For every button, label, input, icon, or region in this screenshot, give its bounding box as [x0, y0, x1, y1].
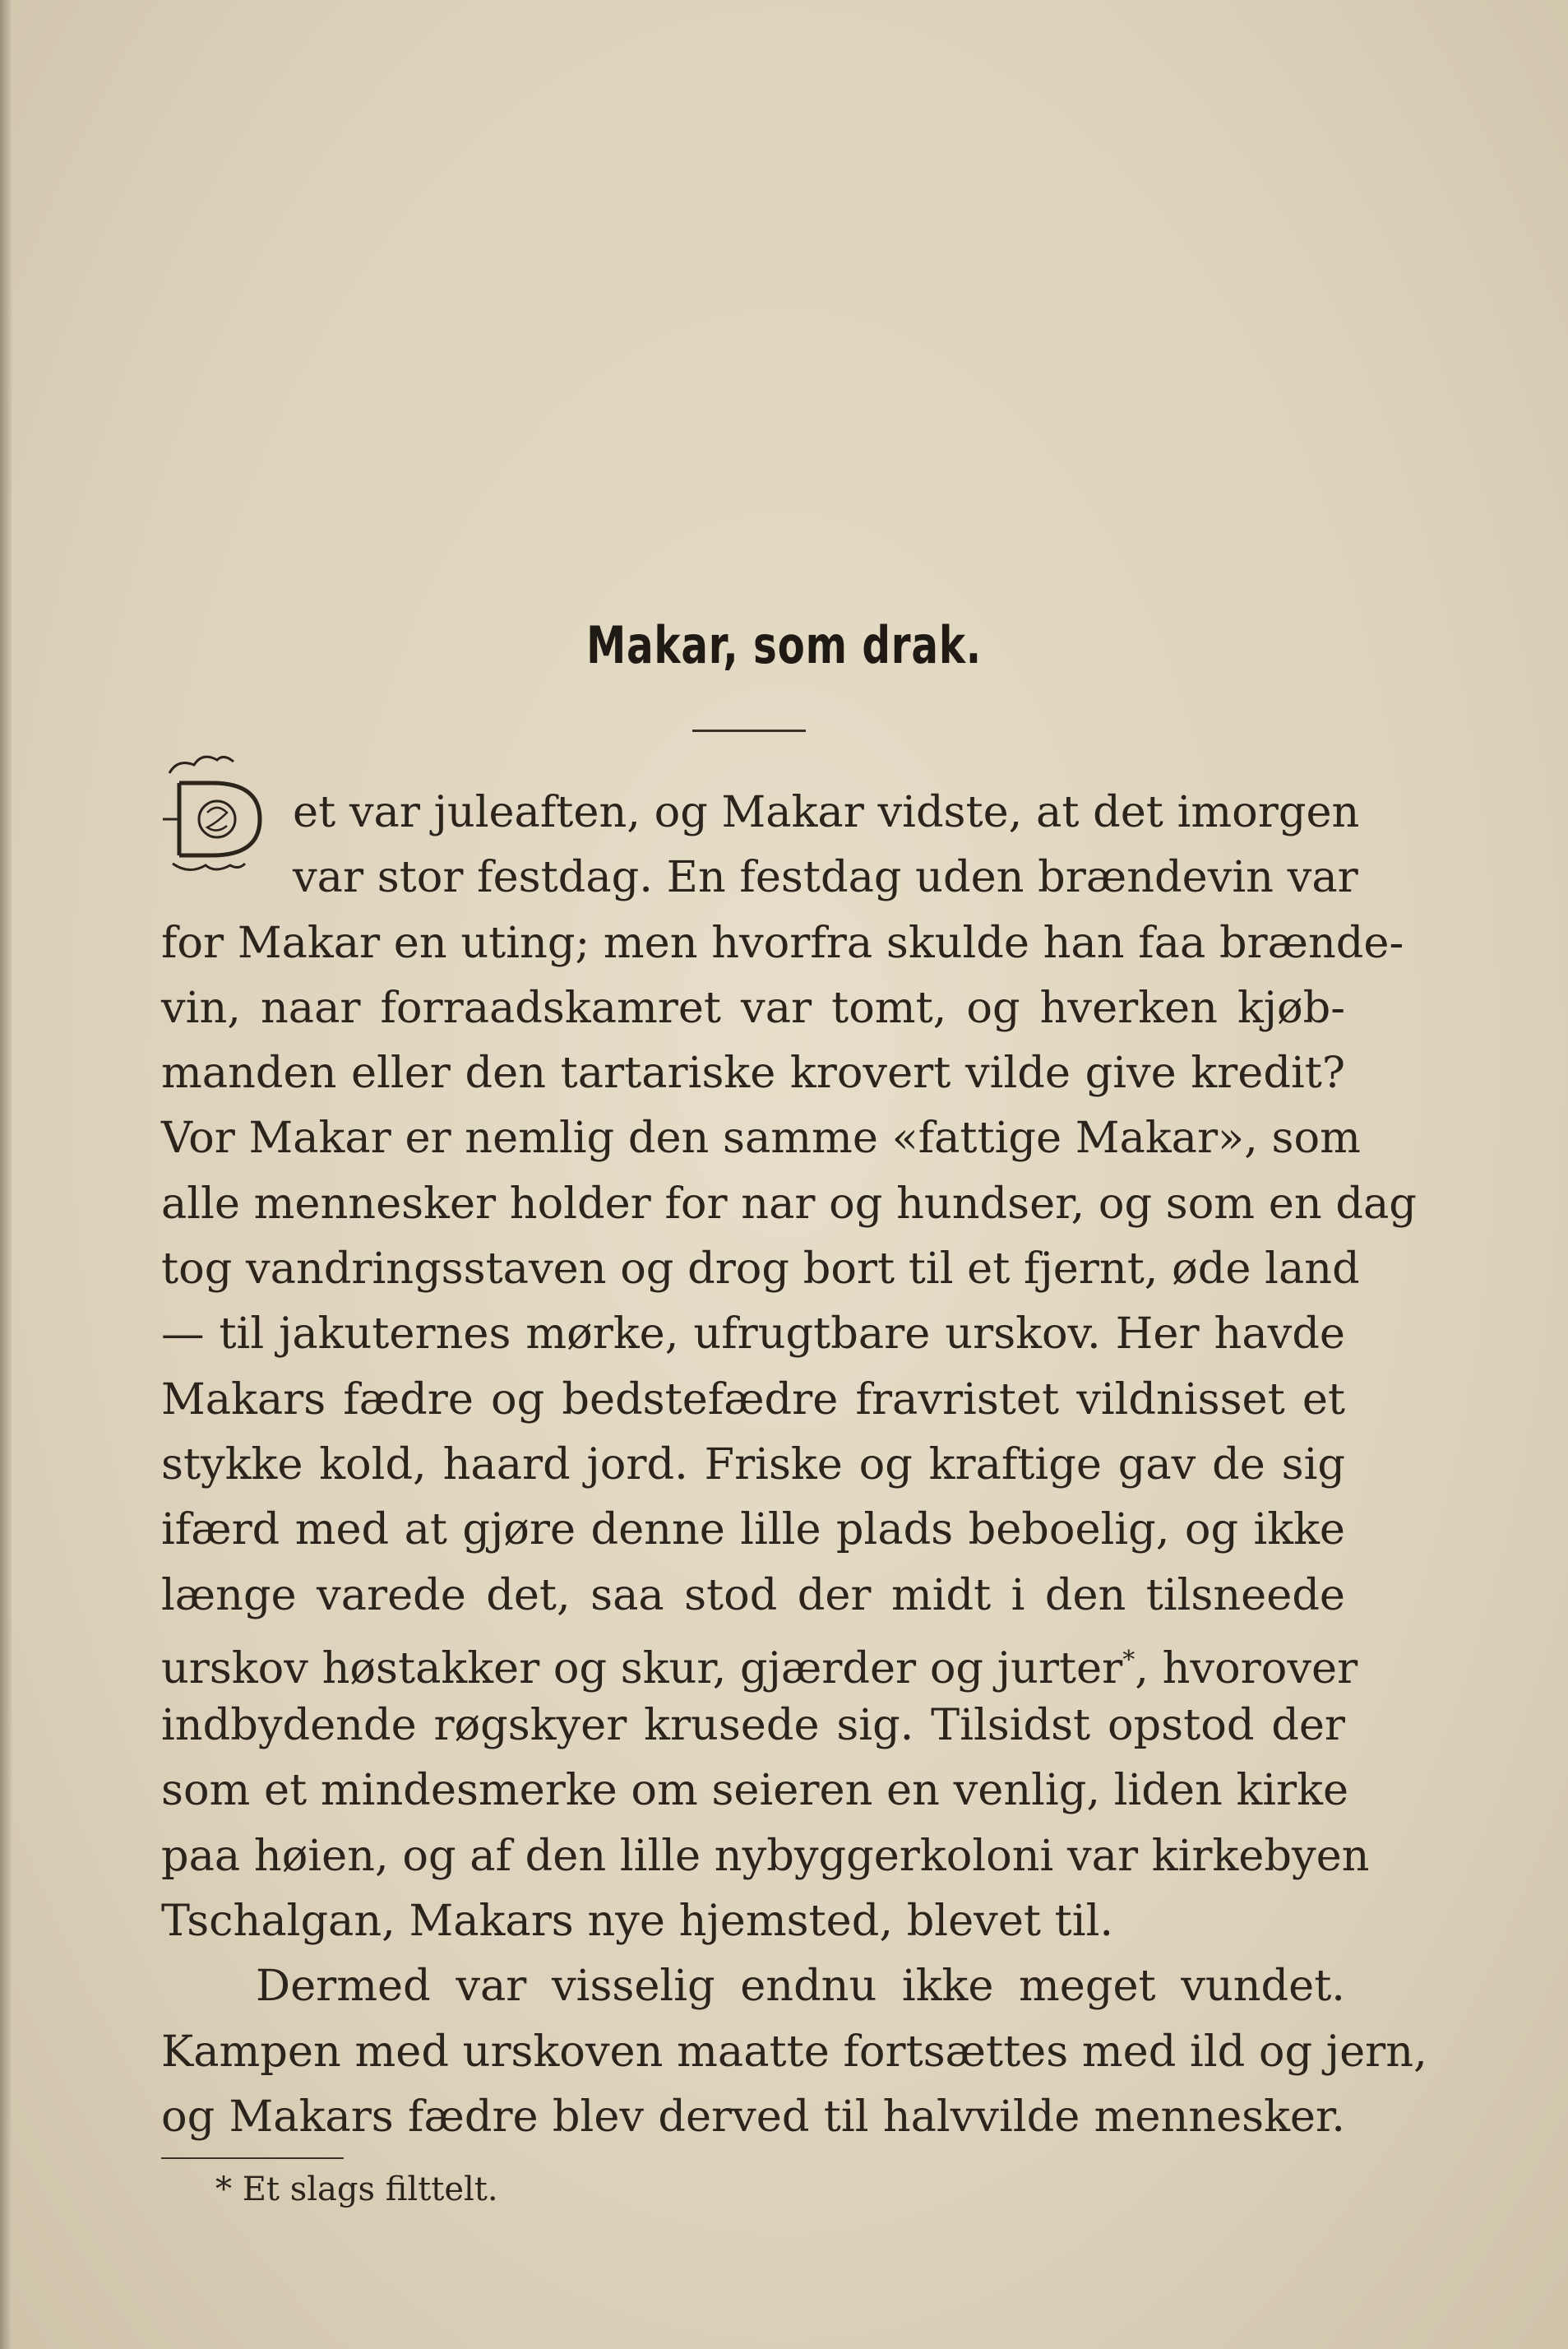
text-line: Kampen med urskoven maatte fortsættes med ild og jern,	[161, 2026, 1427, 2077]
text-line-start: urskov høstakker og skur, gjærder og jurter	[161, 1642, 1123, 1693]
text-line: tog vandringsstaven og drog bort til et fjernt, øde land	[161, 1244, 1360, 1295]
page-edge	[0, 0, 12, 2349]
chapter-title: Makar, som drak.	[586, 615, 982, 675]
footnote-reference: *	[1122, 1645, 1136, 1675]
text-line: stykke kold, haard jord. Friske og kraftige gav de sig	[161, 1439, 1345, 1490]
text-line: Makars fædre og bedstefædre fravristet vildnisset et	[161, 1374, 1345, 1425]
footnote-divider	[161, 2157, 344, 2159]
text-line: — til jakuternes mørke, ufrugtbare urskov. Her havde	[161, 1309, 1345, 1360]
text-line-with-footnote	[161, 1628, 1358, 1693]
footnote-marker: *	[215, 2171, 232, 2208]
text-line: Vor Makar er nemlig den samme «fattige Makar», som	[161, 1113, 1361, 1164]
text-line: som et mindesmerke om seieren en venlig, liden kirke	[161, 1765, 1349, 1816]
text-line: var stor festdag. En festdag uden brændevin var	[293, 852, 1358, 903]
text-line: og Makars fædre blev derved til halvvilde mennesker.	[161, 2091, 1345, 2142]
text-line: Dermed var visselig endnu ikke meget vundet.	[256, 1961, 1345, 2012]
text-line-end: , hvorover	[1135, 1642, 1358, 1693]
text-line: for Makar en uting; men hvorfra skulde han faa brænde-	[161, 917, 1404, 968]
text-line: paa høien, og af den lille nybyggerkoloni var kirkebyen	[161, 1830, 1370, 1881]
text-line: længe varede det, saa stod der midt i den tilsneede	[161, 1569, 1345, 1620]
text-line: ifærd med at gjøre denne lille plads beboelig, og ikke	[161, 1504, 1345, 1555]
text-line: indbydende røgskyer krusede sig. Tilsidst opstod der	[161, 1700, 1345, 1751]
text-line: manden eller den tartariske krovert vilde give kredit?	[161, 1048, 1345, 1099]
text-line: et var juleaften, og Makar vidste, at det imorgen	[293, 787, 1360, 837]
footnote	[215, 2168, 498, 2211]
text-line: vin, naar forraadskamret var tomt, og hverken kjøb-	[161, 982, 1345, 1033]
footnote-text: Et slags filttelt.	[242, 2171, 498, 2208]
text-line: alle mennesker holder for nar og hundser, og som en dag	[161, 1178, 1417, 1229]
title-divider	[692, 730, 806, 732]
text-line: Tschalgan, Makars nye hjemsted, blevet til.	[161, 1896, 1114, 1947]
body-text	[161, 780, 1427, 2149]
